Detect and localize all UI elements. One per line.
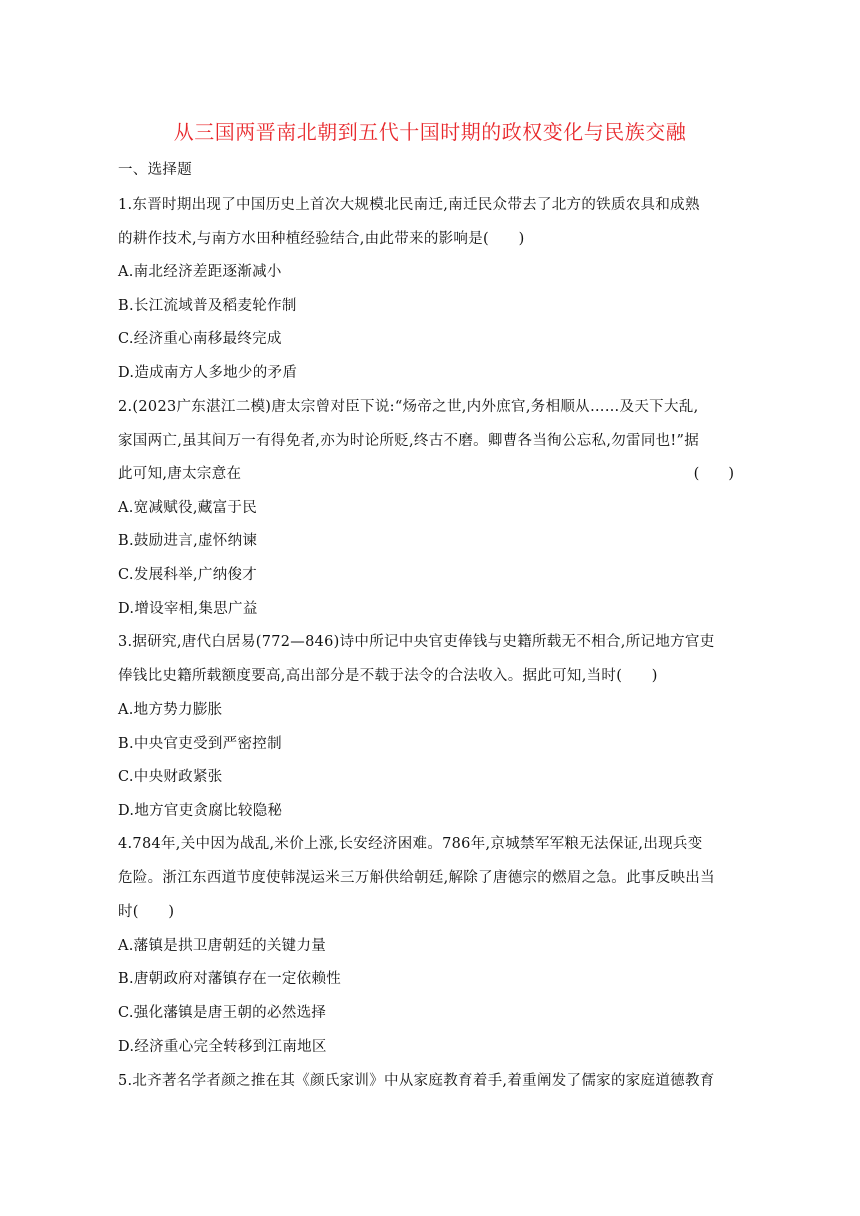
question-4-option-d: D.经济重心完全转移到江南地区 — [118, 1039, 327, 1055]
page-title: 从三国两晋南北朝到五代十国时期的政权变化与民族交融 — [173, 120, 687, 144]
question-2-option-c: C.发展科举,广纳俊才 — [118, 567, 258, 583]
question-2-option-b: B.鼓励进言,虚怀纳谏 — [118, 533, 258, 549]
question-2-text-line2: 家国两亡,虽其间万一有得免者,亦为时论所贬,终古不磨。卿曹各当徇公忘私,勿雷同也!”据 — [118, 433, 700, 449]
question-1-text-line1: 1.东晋时期出现了中国历史上首次大规模北民南迁,南迁民众带去了北方的铁质农具和成熟 — [118, 197, 700, 213]
question-3-text-line2: 俸钱比史籍所载额度要高,高出部分是不载于法令的合法收入。据此可知,当时( ) — [118, 668, 658, 684]
question-4-text-line1: 4.784年,关中因为战乱,米价上涨,长安经济困难。786年,京城禁军军粮无法保证,出现兵变 — [118, 836, 703, 852]
question-1-text-line2: 的耕作技术,与南方水田种植经验结合,由此带来的影响是( ) — [118, 231, 525, 247]
question-4-text-line3: 时( ) — [118, 904, 175, 920]
question-4-text-line2: 危险。浙江东西道节度使韩滉运米三万斛供给朝廷,解除了唐德宗的燃眉之急。此事反映出当 — [118, 870, 715, 886]
question-4-option-b: B.唐朝政府对藩镇存在一定依赖性 — [118, 971, 342, 987]
question-3-option-c: C.中央财政紧张 — [118, 769, 223, 785]
question-2-option-a: A.宽减赋役,藏富于民 — [118, 500, 257, 516]
question-4-option-c: C.强化藩镇是唐王朝的必然选择 — [118, 1005, 327, 1021]
section-heading: 一、选择题 — [118, 162, 192, 178]
question-2-answer-paren: ( ) — [693, 466, 734, 482]
question-2-text-line3: 此可知,唐太宗意在 — [118, 466, 242, 482]
question-2-text-line1: 2.(2023广东湛江二模)唐太宗曾对臣下说:“炀帝之世,内外庶官,务相顺从……及天下大乱, — [118, 399, 699, 415]
question-3-option-d: D.地方官吏贪腐比较隐秘 — [118, 803, 283, 819]
question-1-option-a: A.南北经济差距逐渐减小 — [118, 264, 282, 280]
question-3-option-b: B.中央官吏受到严密控制 — [118, 736, 282, 752]
question-4-option-a: A.藩镇是拱卫唐朝廷的关键力量 — [118, 938, 327, 954]
question-2-option-d: D.增设宰相,集思广益 — [118, 601, 258, 617]
question-5-text-line1: 5.北齐著名学者颜之推在其《颜氏家训》中从家庭教育着手,着重阐发了儒家的家庭道德教育 — [118, 1073, 715, 1089]
question-1-option-c: C.经济重心南移最终完成 — [118, 331, 282, 347]
question-1-option-d: D.造成南方人多地少的矛盾 — [118, 365, 298, 381]
question-3-option-a: A.地方势力膨胀 — [118, 702, 223, 718]
question-3-text-line1: 3.据研究,唐代白居易(772—846)诗中所记中央官吏俸钱与史籍所载无不相合,所记地方官吏 — [118, 634, 715, 650]
question-1-option-b: B.长江流域普及稻麦轮作制 — [118, 298, 297, 314]
